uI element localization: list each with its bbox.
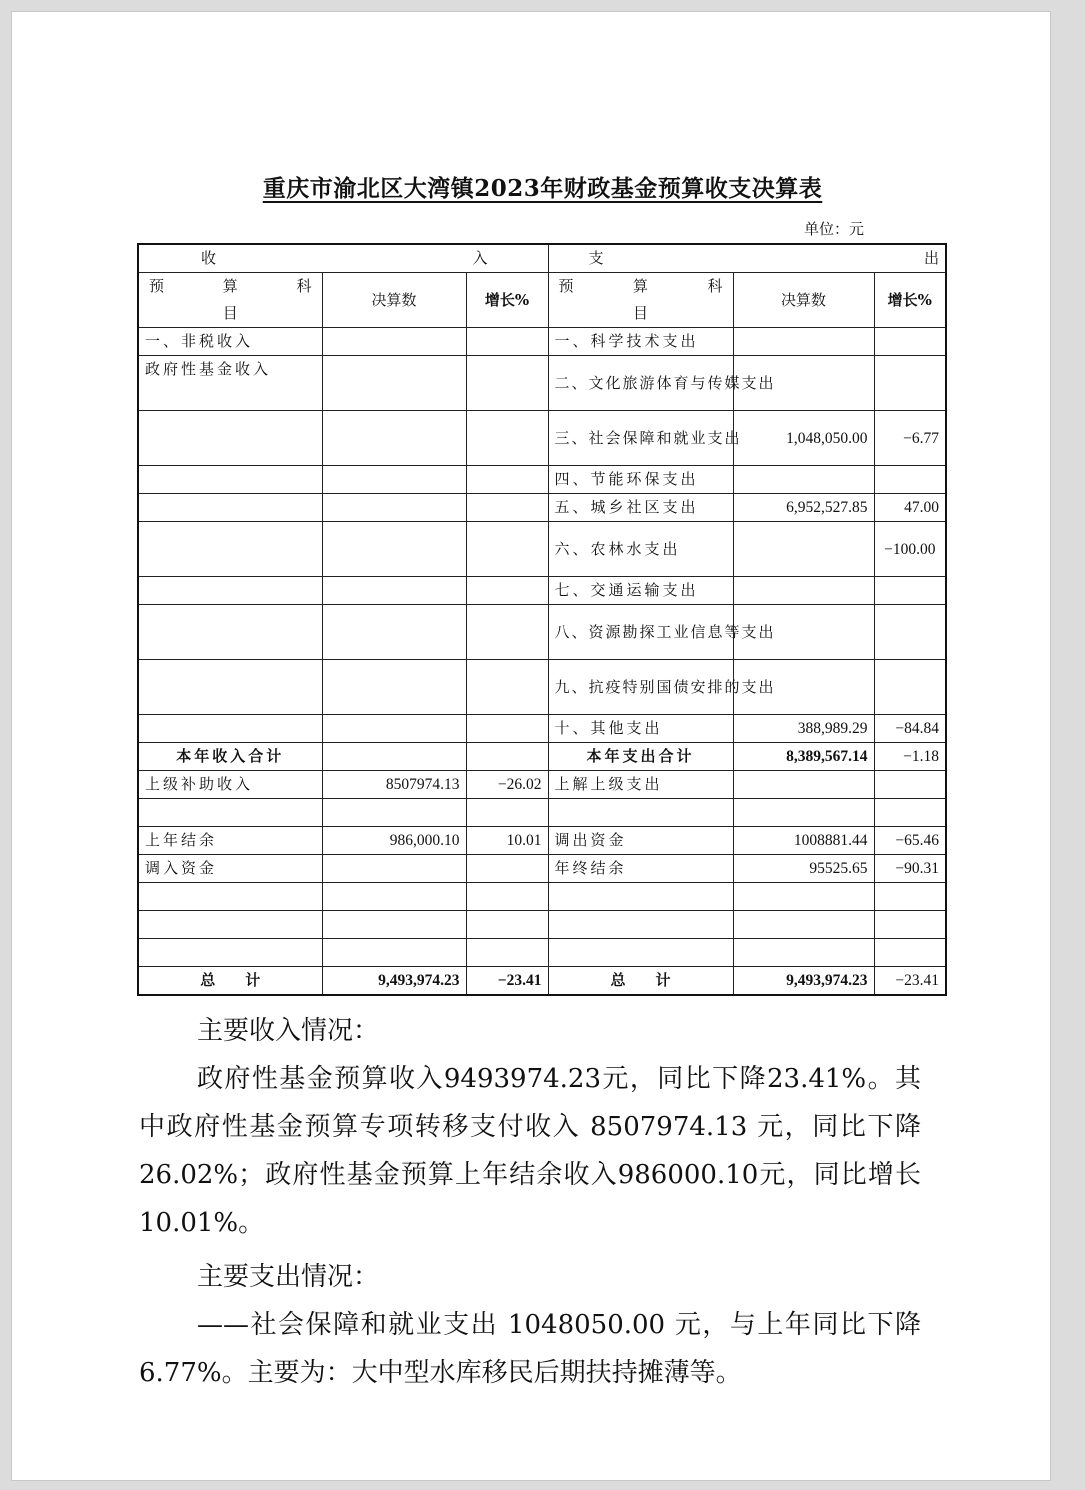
table-row: 调入资金 年终结余 95525.65 −90.31 [138,855,946,883]
table-row [138,911,946,939]
table-row: 七、交通运输支出 [138,577,946,605]
expense-heading: 主要支出情况： [197,1262,380,1292]
expense-growth-header: 增长% [874,273,946,328]
income-amount-header: 决算数 [322,273,466,328]
document-title: 重庆市渝北区大湾镇2023年财政基金预算收支决算表 [262,175,823,202]
table-row: 政府性基金收入 二、文化旅游体育与传媒支出 [138,356,946,411]
budget-table [137,243,947,996]
income-body: 政府性基金预算收入9493974.23元，同比下降23.41%。其中政府性基金预算专项转移支付收入 8507974.13 元，同比下降26.02%；政府性基金预算上年结余收入986000.10元，同比增长10.01%。 [139,1064,921,1238]
column-header-row [138,273,946,328]
table-row: 九、抗疫特别国债安排的支出 [138,660,946,715]
table-row [138,799,946,827]
table-row: 三、社会保障和就业支出 1,048,050.00 −6.77 [138,411,946,466]
income-header: 收 入 [138,244,548,273]
table-row: 十、其他支出 388,989.29 −84.84 [138,715,946,743]
table-row: 上年结余 986,000.10 10.01 调出资金 1008881.44 −65.46 [138,827,946,855]
expense-header: 支 出 [548,244,946,273]
subtotal-row: 本年收入合计 本年支出合计 8,389,567.14 −1.18 [138,743,946,771]
table-row: 五、城乡社区支出 6,952,527.85 47.00 [138,494,946,522]
table-row: 四、节能环保支出 [138,466,946,494]
unit-label: 单位：元 [804,220,865,238]
table-row: 六、农林水支出 −100.00 [138,522,946,577]
table-row: 八、资源勘探工业信息等支出 [138,605,946,660]
expense-body: ——社会保障和就业支出 1048050.00 元，与上年同比下降6.77%。主要为：大中型水库移民后期扶持摊薄等。 [139,1310,921,1388]
income-heading: 主要收入情况： [197,1016,380,1046]
expense-amount-header: 决算数 [733,273,874,328]
expense-subject-header: 预 算 科 目 [548,273,733,328]
income-growth-header: 增长% [466,273,548,328]
table-row: 一、非税收入 一、科学技术支出 [138,328,946,356]
income-subject-header: 预 算 科 目 [138,273,322,328]
total-row: 总 计 9,493,974.23 −23.41 总 计 9,493,974.23 −23.41 [138,967,946,996]
table-row [138,883,946,911]
table-header-row [138,244,946,273]
table-row [138,939,946,967]
table-row: 上级补助收入 8507974.13 −26.02 上解上级支出 [138,771,946,799]
